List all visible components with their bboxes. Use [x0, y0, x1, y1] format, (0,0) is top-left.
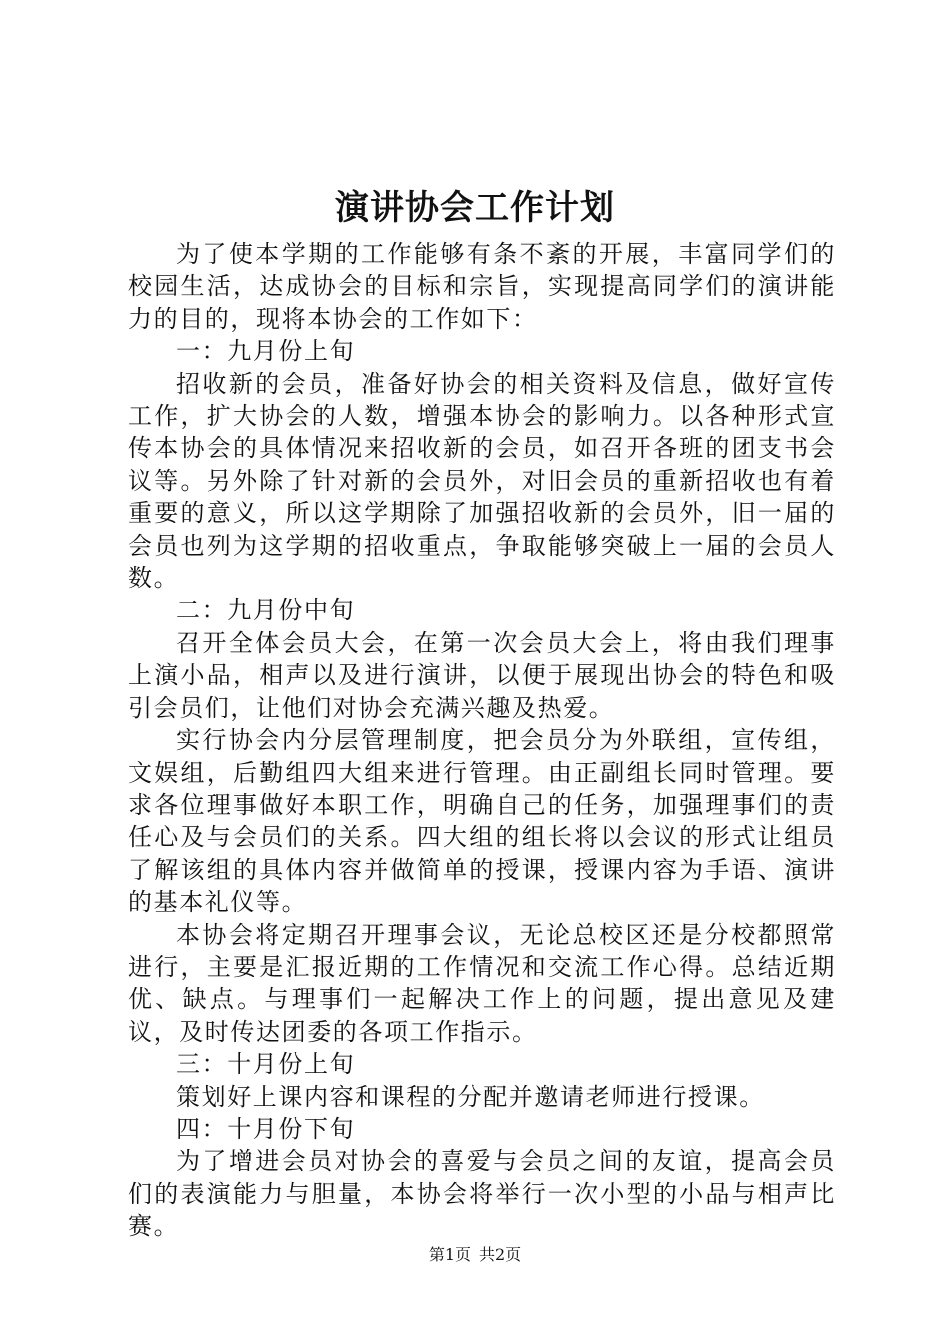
page-footer — [0, 1244, 950, 1266]
document-title: 演讲协会工作计划 — [335, 188, 615, 228]
page-number-current: 第1页 — [428, 1245, 471, 1264]
paragraph-section-1: 招收新的会员，准备好协会的相关资料及信息，做好宣传工作，扩大协会的人数，增强本协会的影响力。以各种形式宣传本协会的具体情况来招收新的会员，如召开各班的团支书会议等。另外除了针对新的会员外，对旧会员的重新招收也有着重要的意义，所以这学期除了加强招收新的会员外，旧一届的会员也列为这学期的招收重点，争取能够突破上一届的会员人数。 — [128, 369, 836, 593]
section-heading-3: 三：十月份上旬 — [176, 1050, 356, 1079]
page-number-total: 共2页 — [479, 1245, 522, 1264]
paragraph-section-4: 为了增进会员对协会的喜爱与会员之间的友谊，提高会员们的表演能力与胆量，本协会将举行一次小型的小品与相声比赛。 — [128, 1147, 836, 1241]
document-body — [128, 238, 836, 1243]
paragraph-section-2b: 实行协会内分层管理制度，把会员分为外联组，宣传组，文娱组，后勤组四大组来进行管理。由正副组长同时管理。要求各位理事做好本职工作，明确自己的任务，加强理事们的责任心及与会员们的关系。四大组的组长将以会议的形式让组员了解该组的具体内容并做简单的授课，授课内容为手语、演讲的基本礼仪等。 — [128, 726, 836, 917]
paragraph-section-2c: 本协会将定期召开理事会议，无论总校区还是分校都照常进行，主要是汇报近期的工作情况和交流工作心得。总结近期优、缺点。与理事们一起解决工作上的问题，提出意见及建议，及时传达团委的各项工作指示。 — [128, 920, 836, 1046]
section-heading-1: 一：九月份上旬 — [176, 337, 356, 366]
paragraph-intro: 为了使本学期的工作能够有条不紊的开展，丰富同学们的校园生活，达成协会的目标和宗旨，实现提高同学们的演讲能力的目的，现将本协会的工作如下： — [128, 240, 836, 333]
section-heading-2: 二：九月份中旬 — [176, 596, 356, 625]
section-heading-4: 四：十月份下旬 — [176, 1114, 356, 1143]
paragraph-section-2a: 召开全体会员大会，在第一次会员大会上，将由我们理事上演小品，相声以及进行演讲，以便于展现出协会的特色和吸引会员们，让他们对协会充满兴趣及热爱。 — [128, 628, 836, 722]
paragraph-section-3: 策划好上课内容和课程的分配并邀请老师进行授课。 — [176, 1082, 765, 1111]
